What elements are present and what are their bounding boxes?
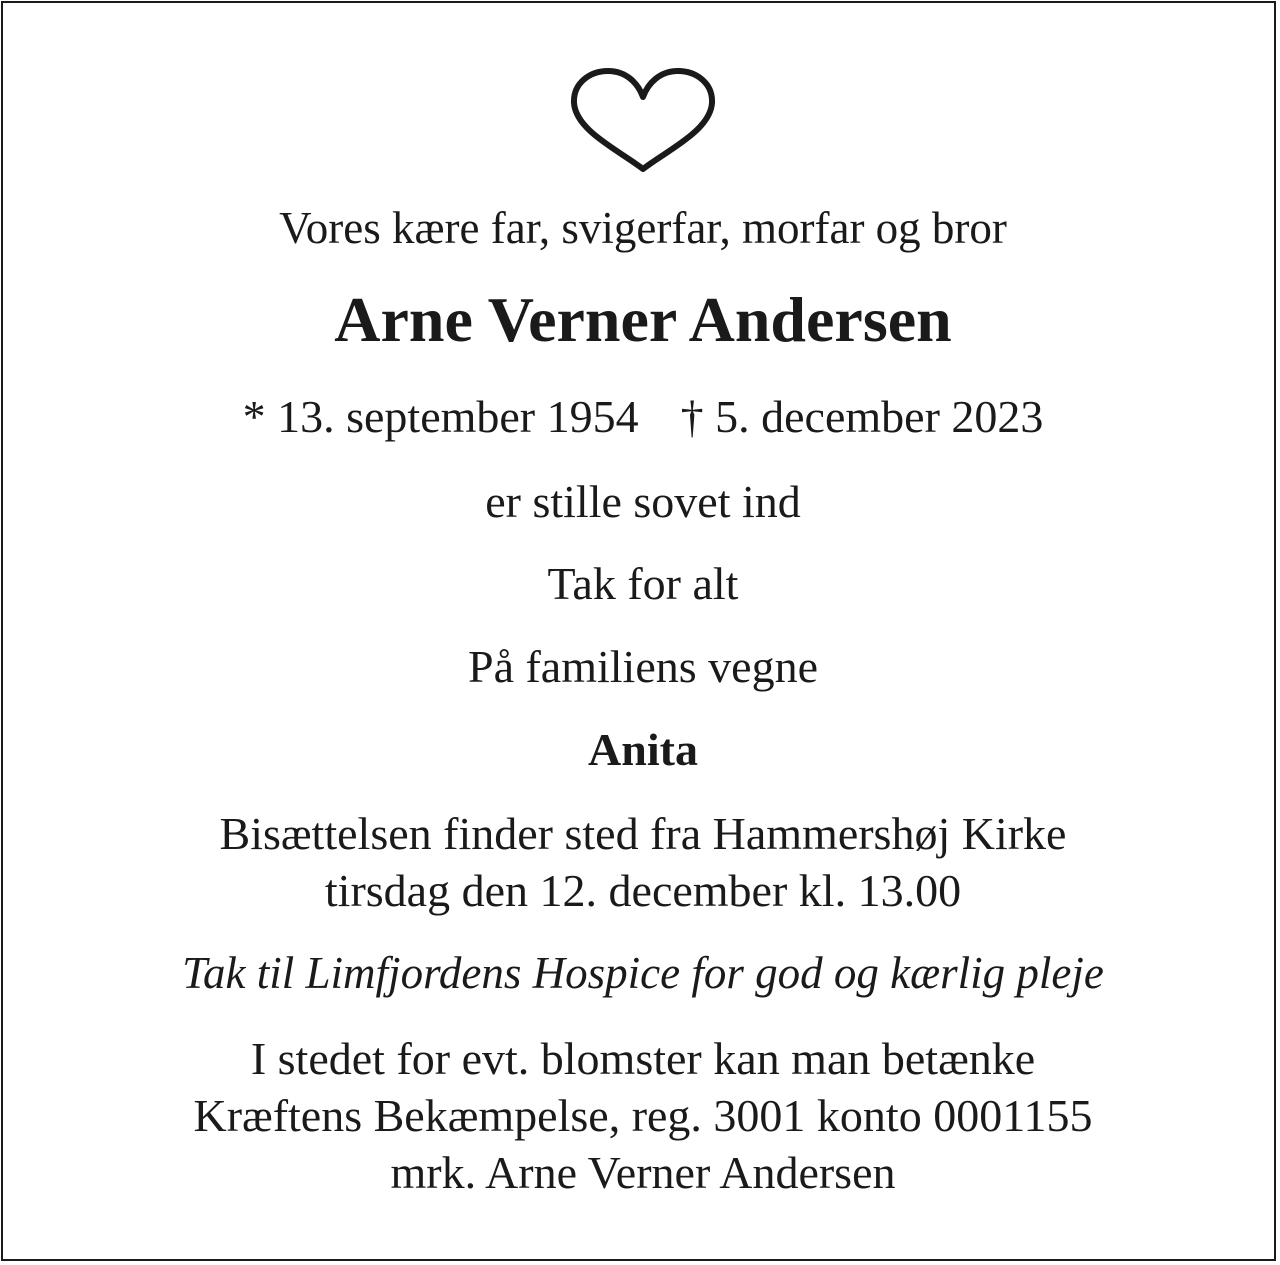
funeral-line-2: tirsdag den 12. december kl. 13.00 — [324, 865, 962, 916]
hospice-thanks: Tak til Limfjordens Hospice for god og kærlig pleje — [182, 948, 1104, 998]
birth-date: * 13. september 1954 — [242, 391, 639, 442]
signer-name: Anita — [588, 724, 698, 775]
thanks-all-text: Tak for alt — [547, 558, 739, 609]
life-dates — [3, 391, 1280, 442]
passing-text: er stille sovet ind — [485, 476, 801, 527]
intro-text: Vores kære far, svigerfar, morfar og bror — [279, 203, 1007, 253]
donation-line-3: mrk. Arne Verner Andersen — [390, 1147, 896, 1198]
on-behalf-text: På familiens vegne — [467, 641, 818, 692]
donation-line-1: I stedet for evt. blomster kan man betænke — [250, 1033, 1036, 1084]
death-date: † 5. december 2023 — [680, 391, 1044, 442]
donation-line-2: Kræftens Bekæmpelse, reg. 3001 konto 0001155 — [193, 1090, 1093, 1141]
deceased-name: Arne Verner Andersen — [334, 284, 952, 355]
obituary-frame — [1, 1, 1276, 1261]
heart-outline-icon — [568, 65, 718, 175]
funeral-line-1: Bisættelsen finder sted fra Hammershøj Kirke — [219, 808, 1067, 859]
